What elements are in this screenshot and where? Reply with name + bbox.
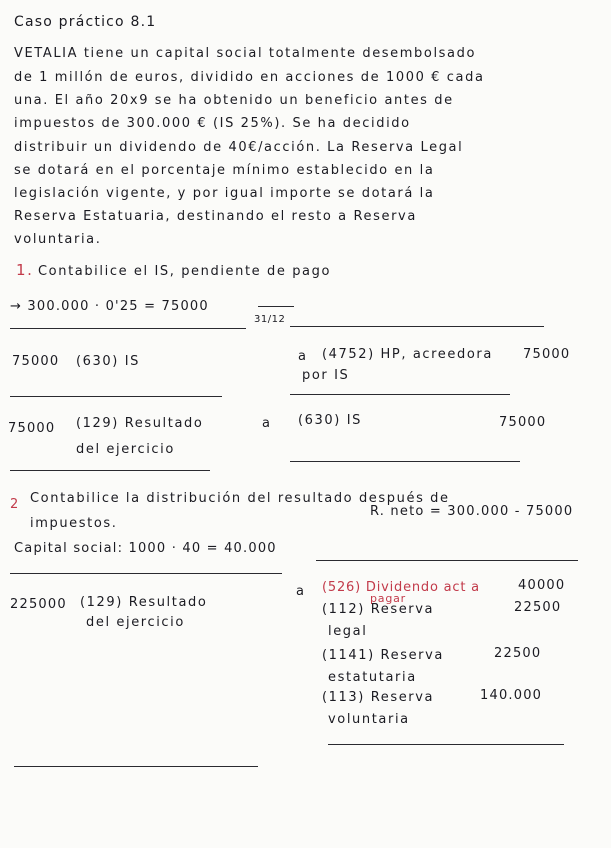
journal-separator: [10, 470, 210, 471]
statement-line: una. El año 20x9 se ha obtenido un beneficio antes de: [14, 93, 454, 108]
page-title: Caso práctico 8.1: [14, 14, 157, 30]
credit-amount: 22500: [514, 600, 562, 615]
debit-account-cont: del ejercicio: [86, 615, 185, 630]
statement-line: Reserva Estatuaria, destinando el resto a Reserva: [14, 209, 417, 224]
debit-amount: 225000: [10, 597, 67, 612]
credit-account-cont: legal: [328, 624, 368, 639]
question-text: Contabilice el IS, pendiente de pago: [38, 264, 332, 279]
journal-separator: [10, 396, 222, 397]
date-pointer-line: [258, 306, 294, 307]
credit-account-dividend-cont: pagar: [370, 592, 406, 605]
statement-line: impuestos de 300.000 € (IS 25%). Se ha decidido: [14, 116, 411, 131]
net-result: R. neto = 300.000 - 75000: [370, 504, 574, 519]
statement-line: voluntaria.: [14, 232, 102, 247]
debit-account: (630) IS: [76, 354, 140, 369]
credit-amount: 140.000: [480, 688, 543, 703]
question-number: 1.: [16, 261, 34, 279]
journal-separator: [10, 573, 282, 574]
statement-line: se dotará en el porcentaje mínimo establecido en la: [14, 163, 435, 178]
credit-account-cont: por IS: [302, 368, 350, 383]
entry-connector: a: [298, 349, 308, 364]
statement-line: de 1 millón de euros, dividido en acciones de 1000 € cada: [14, 70, 485, 85]
journal-separator: [10, 328, 246, 329]
statement-line: legislación vigente, y por igual importe se dotará la: [14, 186, 435, 201]
entry-connector: a: [296, 584, 306, 599]
credit-account: (112) Reserva: [322, 602, 435, 617]
credit-account-dividend: (526) Dividendo act a: [322, 580, 480, 595]
credit-account-cont: estatutaria: [328, 670, 417, 685]
debit-account-cont: del ejercicio: [76, 442, 175, 457]
journal-separator: [14, 766, 258, 767]
entry-connector: a: [262, 416, 272, 431]
tax-calculation: → 300.000 · 0'25 = 75000: [10, 299, 209, 314]
journal-separator: [290, 394, 510, 395]
credit-account: (113) Reserva: [322, 690, 435, 705]
debit-amount: 75000: [8, 421, 56, 436]
credit-amount: 75000: [499, 415, 547, 430]
question-text-cont: impuestos.: [30, 516, 118, 531]
credit-amount: 40000: [518, 578, 566, 593]
journal-separator: [290, 326, 544, 327]
statement-line: distribuir un dividendo de 40€/acción. La Reserva Legal: [14, 140, 464, 155]
question-text: Contabilice la distribución del resultado después de: [30, 491, 450, 506]
credit-account: (4752) HP, acreedora: [322, 347, 493, 362]
journal-separator: [290, 461, 520, 462]
journal-separator: [316, 560, 578, 561]
debit-account: (129) Resultado: [76, 416, 204, 431]
credit-account: (630) IS: [298, 413, 362, 428]
credit-account-cont: voluntaria: [328, 712, 410, 727]
question-number: 2: [10, 497, 20, 512]
credit-amount: 22500: [494, 646, 542, 661]
capital-calculation: Capital social: 1000 · 40 = 40.000: [14, 541, 277, 556]
statement-line: VETALIA tiene un capital social totalmente desembolsado: [14, 46, 477, 61]
debit-account: (129) Resultado: [80, 595, 208, 610]
entry-date: 31/12: [254, 314, 286, 325]
debit-amount: 75000: [12, 354, 60, 369]
credit-amount: 75000: [523, 347, 571, 362]
journal-separator: [328, 744, 564, 745]
credit-account: (1141) Reserva: [322, 648, 444, 663]
